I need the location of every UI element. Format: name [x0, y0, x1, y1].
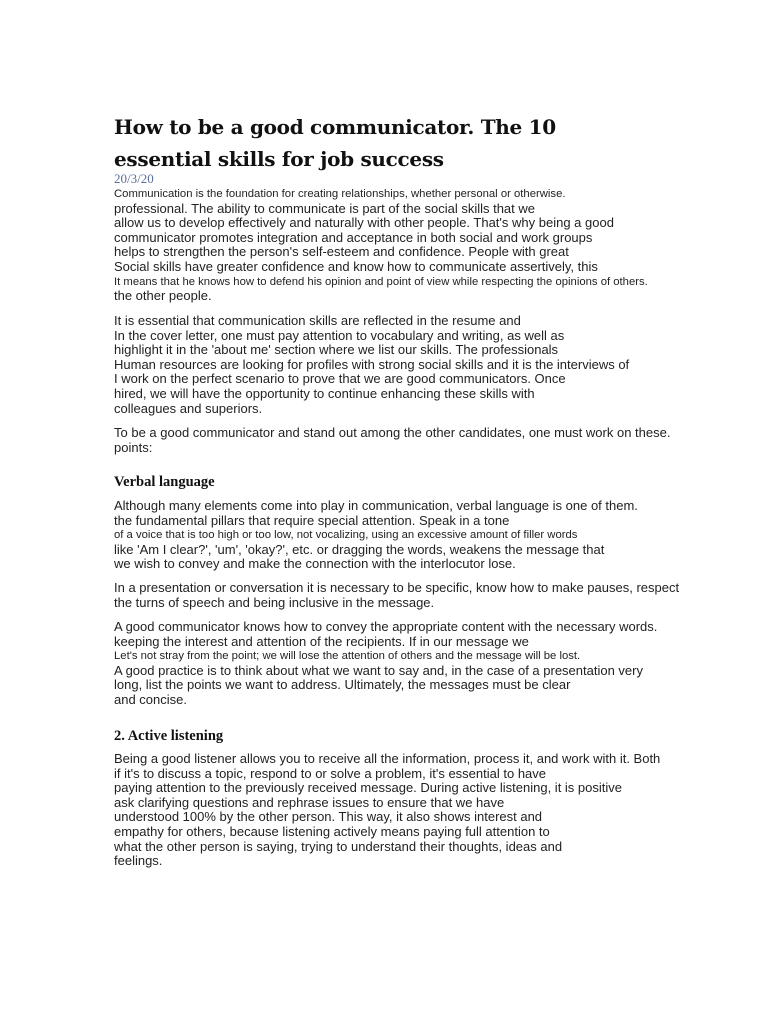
text-line: hired, we will have the opportunity to continue enhancing these skills with — [114, 385, 535, 401]
paragraph-listening — [114, 752, 660, 869]
text-line: keeping the interest and attention of the recipients. If in our message we — [114, 633, 529, 649]
paragraph-verbal — [114, 499, 638, 572]
text-line: paying attention to the previously received message. During active listening, it is positive — [114, 780, 622, 796]
text-line: In a presentation or conversation it is necessary to be specific, know how to make pauses, respect — [114, 580, 680, 595]
text-line: points: — [114, 439, 153, 455]
section-heading: 2. Active listening — [114, 728, 224, 744]
text-line: and concise. — [114, 691, 187, 707]
text-line: A good communicator knows how to convey the appropriate content with the necessary words. — [114, 619, 658, 634]
text-line: Communication is the foundation for creating relationships, whether personal or otherwise. — [114, 188, 566, 200]
text-line: Although many elements come into play in communication, verbal language is one of them. — [114, 498, 638, 513]
text-line: allow us to develop effectively and naturally with other people. That's why being a good — [114, 215, 614, 231]
text-line: like 'Am I clear?', 'um', 'okay?', etc. or dragging the words, weakens the message that — [114, 541, 605, 557]
text-line: helps to strengthen the person's self-esteem and confidence. People with great — [114, 244, 569, 260]
paragraph-resume — [114, 314, 629, 416]
paragraph-points — [114, 426, 670, 455]
text-line: Human resources are looking for profiles with strong social skills and it is the interviews of — [114, 356, 630, 372]
paragraph-intro — [114, 187, 648, 304]
paragraph-presentation — [114, 581, 679, 610]
article-title-line: How to be a good communicator. The 10 — [114, 115, 556, 139]
text-line: the other people. — [114, 288, 212, 304]
text-line: communicator promotes integration and acceptance in both social and work groups — [114, 229, 593, 245]
text-line: Being a good listener allows you to receive all the information, process it, and work with it. Both — [114, 751, 661, 766]
text-line: A good practice is to think about what we want to say and, in the case of a presentation very — [114, 662, 643, 678]
paragraph-content — [114, 620, 657, 708]
section-heading: Verbal language — [114, 474, 215, 490]
text-line: ask clarifying questions and rephrase issues to ensure that we have — [114, 794, 505, 810]
text-line: It is essential that communication skills are reflected in the resume and — [114, 313, 521, 328]
text-line: Let's not stray from the point; we will lose the attention of others and the message will be lost. — [114, 650, 581, 663]
text-line: what the other person is saying, trying to understand their thoughts, ideas and — [114, 838, 563, 854]
text-line: I work on the perfect scenario to prove that we are good communicators. Once — [114, 371, 566, 387]
text-line: highlight it in the 'about me' section where we list our skills. The professionals — [114, 342, 559, 358]
text-line: It means that he knows how to defend his opinion and point of view while respecting the opinions of others. — [114, 275, 648, 288]
text-line: In the cover letter, one must pay attention to vocabulary and writing, as well as — [114, 327, 565, 343]
article-title — [114, 111, 674, 175]
text-line: if it's to discuss a topic, respond to or solve a problem, it's essential to have — [114, 765, 547, 781]
text-line: long, list the points we want to address. Ultimately, the messages must be clear — [114, 677, 571, 693]
text-line: colleagues and superiors. — [114, 400, 263, 416]
article-title-line: essential skills for job success — [114, 147, 444, 171]
text-line: we wish to convey and make the connection with the interlocutor lose. — [114, 556, 516, 572]
text-line: To be a good communicator and stand out among the other candidates, one must work on these. — [114, 425, 671, 440]
text-line: Social skills have greater confidence and know how to communicate assertively, this — [114, 258, 598, 274]
text-line: of a voice that is too high or too low, not vocalizing, using an excessive amount of filler words — [114, 529, 578, 542]
text-line: empathy for others, because listening actively means paying full attention to — [114, 823, 550, 839]
text-line: feelings. — [114, 853, 163, 869]
article-date: 20/3/20 — [114, 171, 154, 186]
text-line: understood 100% by the other person. This way, it also shows interest and — [114, 809, 543, 825]
text-line: the turns of speech and being inclusive in the message. — [114, 594, 435, 610]
text-line: the fundamental pillars that require special attention. Speak in a tone — [114, 512, 510, 528]
text-line: professional. The ability to communicate is part of the social skills that we — [114, 200, 536, 216]
